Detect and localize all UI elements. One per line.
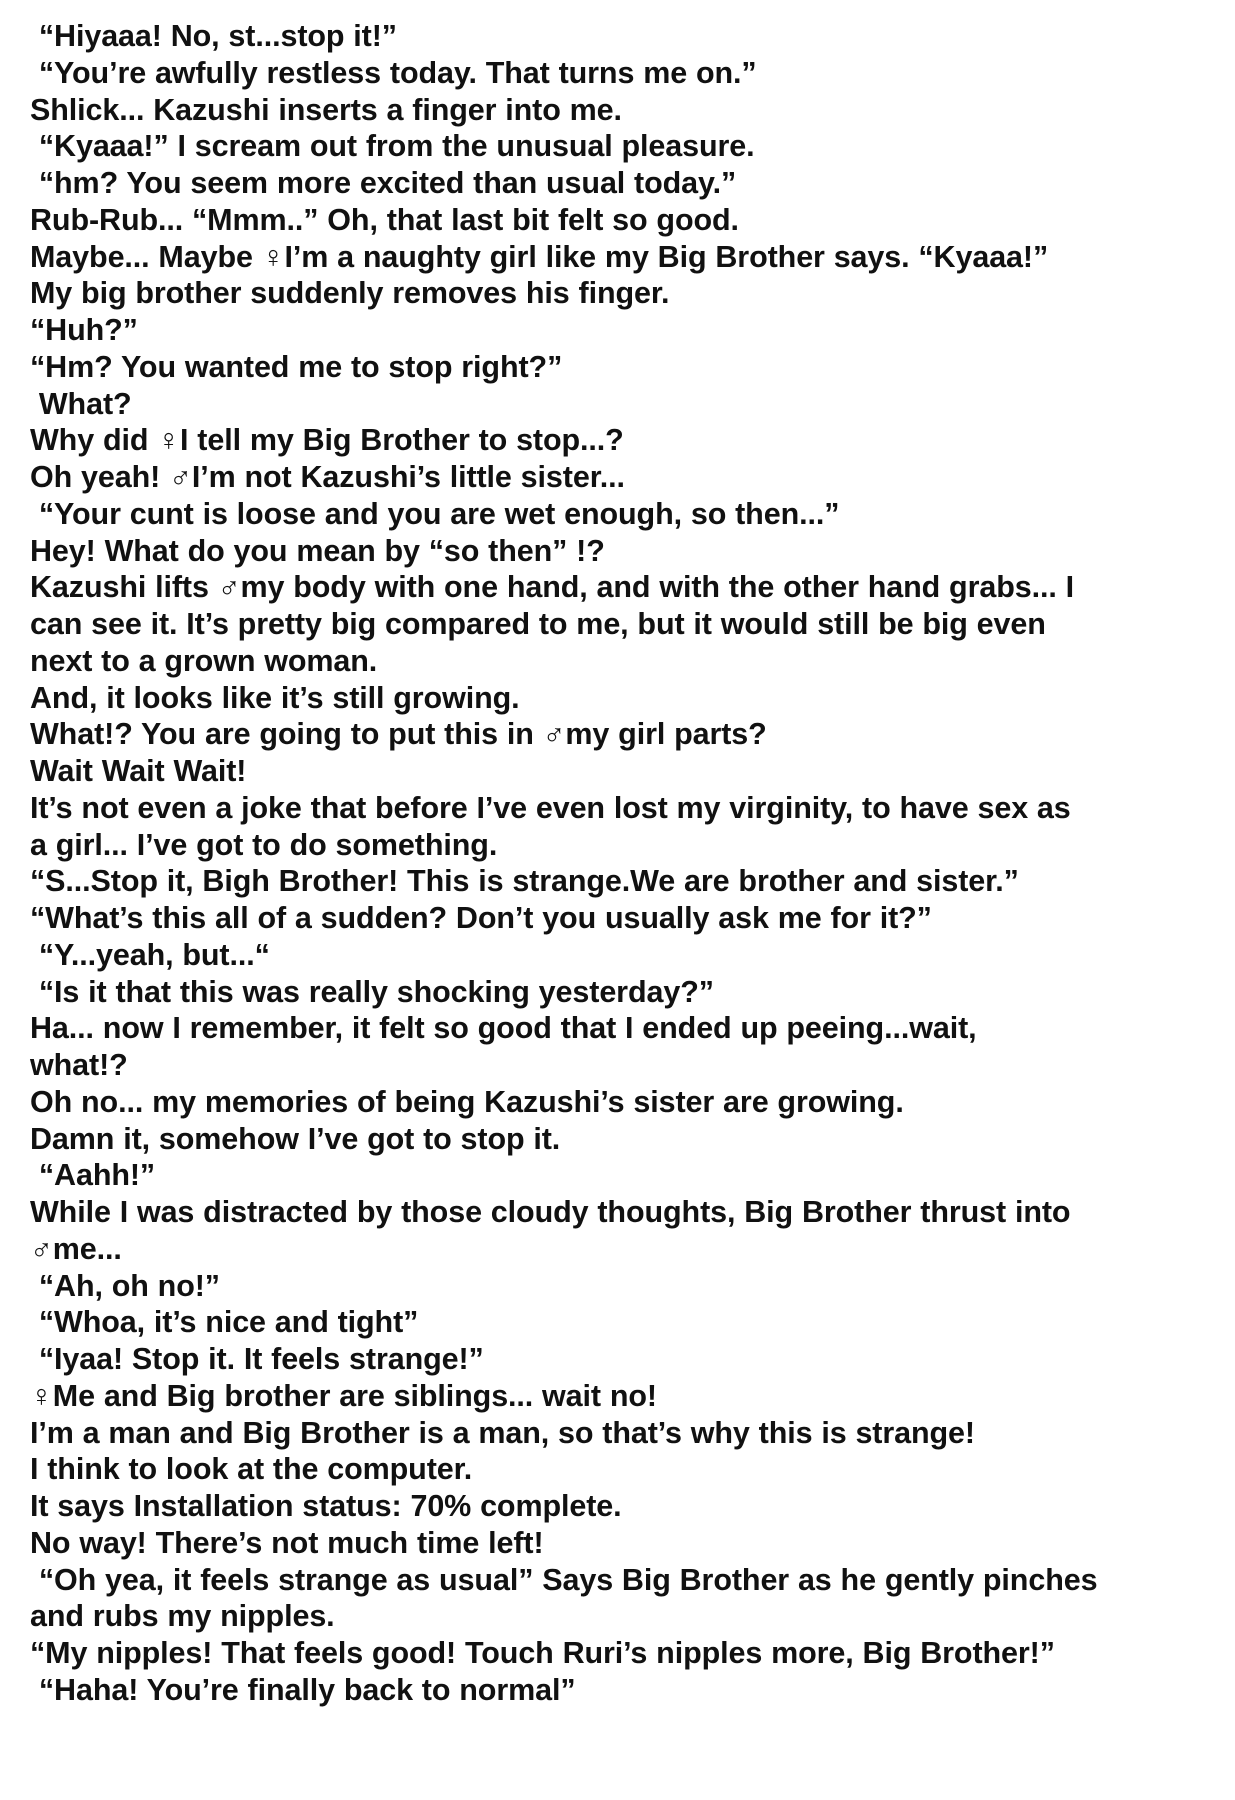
text-line: And, it looks like it’s still growing. <box>30 680 520 715</box>
text-line: “Whoa, it’s nice and tight” <box>30 1305 419 1340</box>
text-line: Shlick... Kazushi inserts a finger into me. <box>30 92 622 127</box>
text-line: Rub-Rub... “Mmm..” Oh, that last bit felt so good. <box>30 202 739 237</box>
text-line: It says Installation status: 70% complete. <box>30 1489 622 1523</box>
text-line: No way! There’s not much time left! <box>30 1525 544 1560</box>
text-line: Why did ♀I tell my Big Brother to stop...? <box>30 423 624 458</box>
text-line: Wait Wait Wait! <box>30 754 247 788</box>
story-text-block <box>30 18 1205 1709</box>
text-line: “Hiyaaa! No, st...stop it!” <box>30 19 397 53</box>
text-line: “hm? You seem more excited than usual today.” <box>30 166 737 200</box>
text-line: Oh yeah! ♂I’m not Kazushi’s little sister... <box>30 460 625 494</box>
text-line: can see it. It’s pretty big compared to me, but it would still be big even <box>30 607 1046 641</box>
text-line: “What’s this all of a sudden? Don’t you usually ask me for it?” <box>30 901 932 935</box>
text-line: It’s not even a joke that before I’ve even lost my virginity, to have sex as <box>30 790 1071 825</box>
text-line: what!? <box>30 1048 128 1082</box>
text-line: “Aahh!” <box>30 1158 156 1193</box>
text-line: “Ah, oh no!” <box>30 1268 220 1303</box>
text-line: “Huh?” <box>30 313 138 347</box>
text-line: “Haha! You’re finally back to normal” <box>30 1672 576 1707</box>
text-line: What? <box>30 386 132 421</box>
text-line: While I was distracted by those cloudy thoughts, Big Brother thrust into <box>30 1195 1071 1229</box>
text-line: next to a grown woman. <box>30 643 378 678</box>
text-line: ♀Me and Big brother are siblings... wait no! <box>30 1378 657 1413</box>
text-line: “Iyaa! Stop it. It feels strange!” <box>30 1342 484 1376</box>
text-line: “My nipples! That feels good! Touch Ruri’s nipples more, Big Brother!” <box>30 1636 1055 1670</box>
text-line: a girl... I’ve got to do something. <box>30 827 498 862</box>
text-line: “You’re awfully restless today. That turns me on.” <box>30 55 757 90</box>
text-line: “Is it that this was really shocking yesterday?” <box>30 974 714 1009</box>
text-line: “Your cunt is loose and you are wet enough, so then...” <box>30 496 840 531</box>
text-line: “Hm? You wanted me to stop right?” <box>30 349 563 384</box>
text-line: “Kyaaa!” I scream out from the unusual pleasure. <box>30 129 755 164</box>
text-line: “S...Stop it, Bigh Brother! This is strange.We are brother and sister.” <box>30 864 1019 899</box>
text-line: Oh no... my memories of being Kazushi’s sister are growing. <box>30 1084 904 1119</box>
text-line: My big brother suddenly removes his finger. <box>30 276 670 311</box>
text-line: Hey! What do you mean by “so then” !? <box>30 533 605 568</box>
text-line: “Y...yeah, but...“ <box>30 937 270 972</box>
text-line: I think to look at the computer. <box>30 1452 473 1487</box>
text-line: ♂me... <box>30 1231 122 1266</box>
text-line: Ha... now I remember, it felt so good that I ended up peeing...wait, <box>30 1011 977 1046</box>
text-line: What!? You are going to put this in ♂my girl parts? <box>30 717 767 752</box>
text-line: Kazushi lifts ♂my body with one hand, and with the other hand grabs... I <box>30 570 1074 605</box>
text-line: “Oh yea, it feels strange as usual” Says Big Brother as he gently pinches <box>30 1562 1098 1597</box>
text-line: I’m a man and Big Brother is a man, so that’s why this is strange! <box>30 1415 975 1450</box>
text-line: Maybe... Maybe ♀I’m a naughty girl like my Big Brother says. “Kyaaa!” <box>30 239 1049 274</box>
text-line: Damn it, somehow I’ve got to stop it. <box>30 1121 561 1156</box>
text-line: and rubs my nipples. <box>30 1599 335 1634</box>
